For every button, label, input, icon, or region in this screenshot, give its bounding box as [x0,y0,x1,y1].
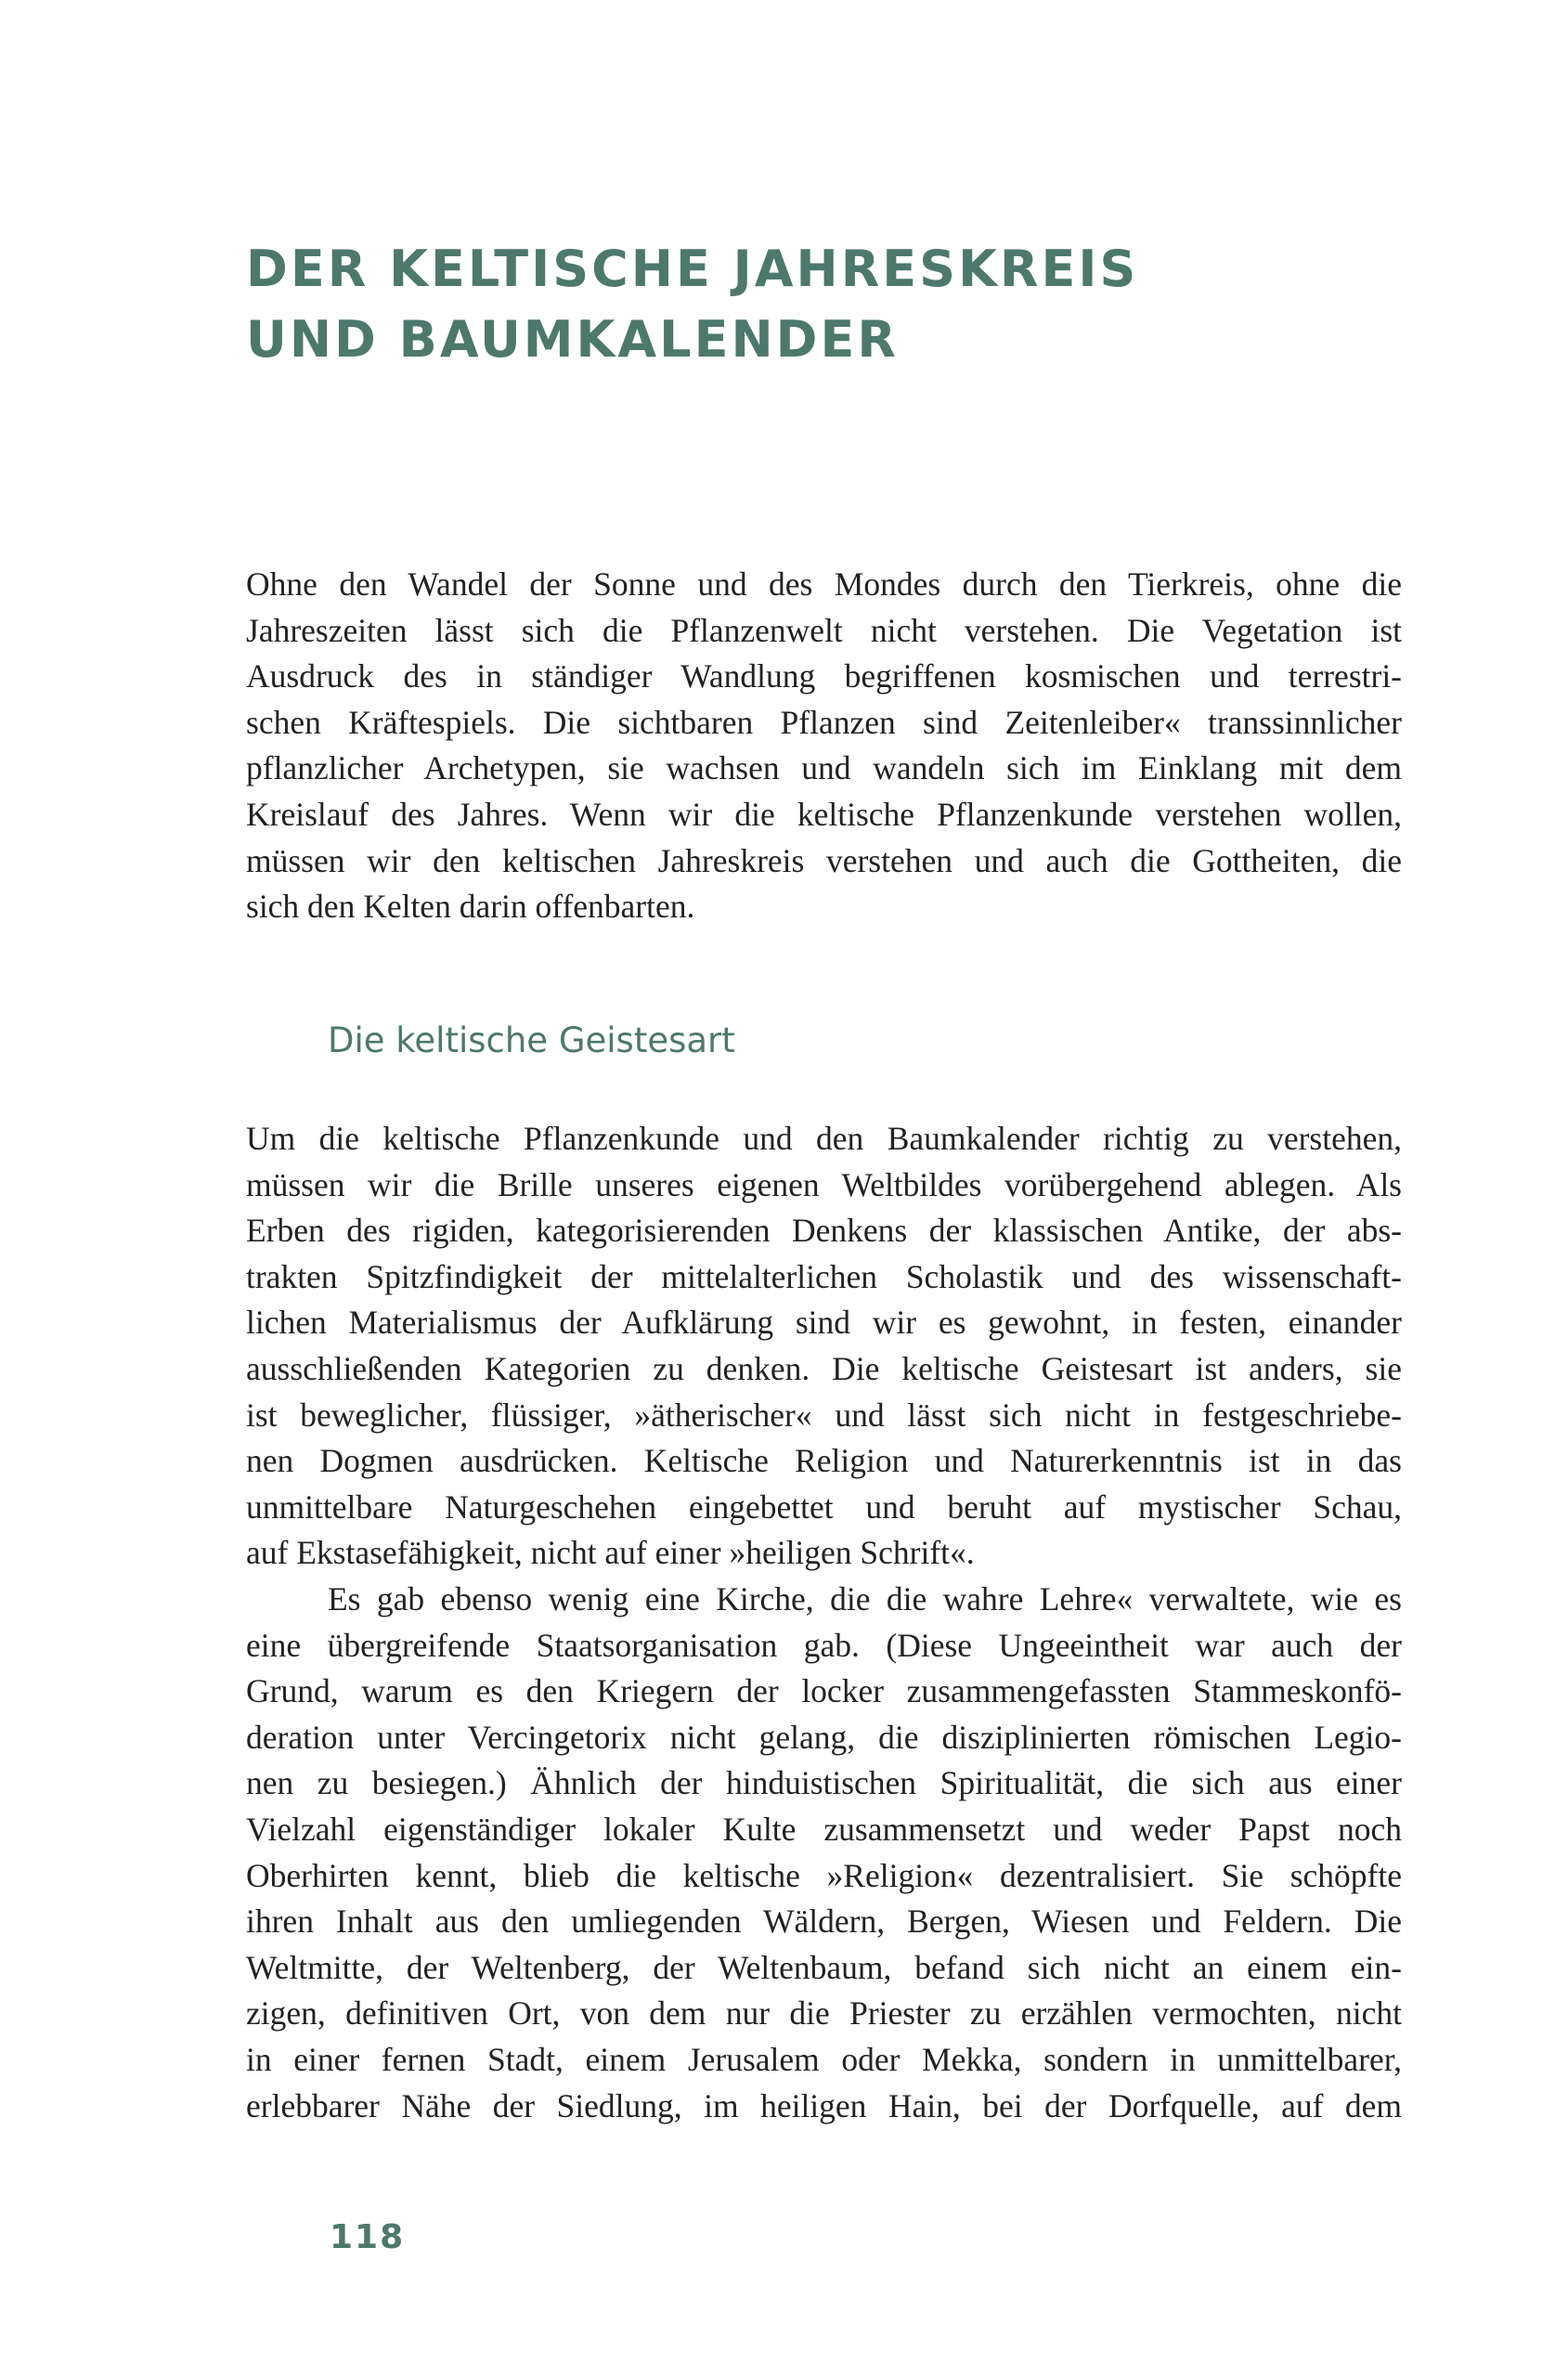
text-line: Grund, warum es den Kriegern der locker zusammengefassten Stammeskonfö- [246,1672,1402,1710]
body-paragraph-1 [246,1116,1402,1577]
text-line: nen Dogmen ausdrücken. Keltische Religion und Naturerkenntnis ist in das [246,1442,1402,1480]
text-line: ausschließenden Kategorien zu denken. Die keltische Geistesart ist anders, sie [246,1349,1402,1387]
text-line: unmittelbare Naturgeschehen eingebettet und beruht auf mystischer Schau, [246,1487,1402,1526]
page-number: 118 [330,2218,406,2256]
text-line: Kreislauf des Jahres. Wenn wir die keltische Pflanzenkunde verstehen wollen, [246,795,1402,833]
text-line: zigen, definitiven Ort, von dem nur die Priester zu erzählen vermochten, nicht [246,1994,1402,2033]
text-line: ihren Inhalt aus den umliegenden Wäldern, Bergen, Wiesen und Feldern. Die [246,1903,1402,1941]
text-line: eine übergreifende Staatsorganisation gab. (Diese Ungeeintheit war auch der [246,1626,1402,1664]
text-line: sich den Kelten darin offenbarten. [246,888,695,926]
text-line: Es gab ebenso wenig eine Kirche, die die wahre Lehre« verwaltete, wie es [328,1580,1402,1617]
text-line: Jahreszeiten lässt sich die Pflanzenwelt nicht verstehen. Die Vegetation ist [246,611,1402,649]
text-line: Erben des rigiden, kategorisierenden Denkens der klassischen Antike, der abs- [246,1212,1402,1250]
text-line: deration unter Vercingetorix nicht gelang, die disziplinierten römischen Legio- [246,1718,1402,1756]
body-paragraph-2 [246,1577,1402,2129]
chapter-title [246,234,1360,375]
text-line: pflanzlicher Archetypen, sie wachsen und wandeln sich im Einklang mit dem [246,749,1402,787]
text-line: auf Ekstasefähigkeit, nicht auf einer »heiligen Schrift«. [246,1534,975,1572]
text-line: erlebbarer Nähe der Siedlung, im heiligen Hain, bei der Dorfquelle, auf dem [246,2086,1402,2124]
text-line: müssen wir die Brille unseres eigenen Weltbildes vorübergehend ablegen. Als [246,1165,1402,1203]
text-line: Weltmitte, der Weltenberg, der Weltenbaum, befand sich nicht an einem ein- [246,1948,1402,1986]
intro-paragraph [246,562,1402,930]
chapter-title-line-1: DER KELTISCHE JAHRESKREIS [246,240,1139,298]
text-line: Ohne den Wandel der Sonne und des Mondes durch den Tierkreis, ohne die [246,565,1402,603]
section-heading: Die keltische Geistesart [328,1020,735,1060]
chapter-title-line-2: UND BAUMKALENDER [246,310,899,369]
text-line: ist beweglicher, flüssiger, »ätherischer« und lässt sich nicht in festgeschriebe- [246,1396,1402,1434]
text-line: in einer fernen Stadt, einem Jerusalem oder Mekka, sondern in unmittelbarer, [246,2040,1402,2078]
text-line: lichen Materialismus der Aufklärung sind wir es gewohnt, in festen, einander [246,1304,1402,1342]
text-line: Um die keltische Pflanzenkunde und den Baumkalender richtig zu verstehen, [246,1120,1402,1157]
text-line: trakten Spitzfindigkeit der mittelalterlichen Scholastik und des wissenschaft- [246,1257,1402,1295]
text-line: Ausdruck des in ständiger Wandlung begriffenen kosmischen und terrestri- [246,657,1402,695]
text-line: nen zu besiegen.) Ähnlich der hinduistischen Spiritualität, die sich aus einer [246,1764,1402,1802]
text-line: Vielzahl eigenständiger lokaler Kulte zusammensetzt und weder Papst noch [246,1810,1402,1848]
text-line: Oberhirten kennt, blieb die keltische »Religion« dezentralisiert. Sie schöpfte [246,1856,1402,1894]
text-line: schen Kräftespiels. Die sichtbaren Pflanzen sind Zeitenleiber« transsinnlicher [246,703,1402,741]
text-line: müssen wir den keltischen Jahreskreis verstehen und auch die Gottheiten, die [246,841,1402,879]
